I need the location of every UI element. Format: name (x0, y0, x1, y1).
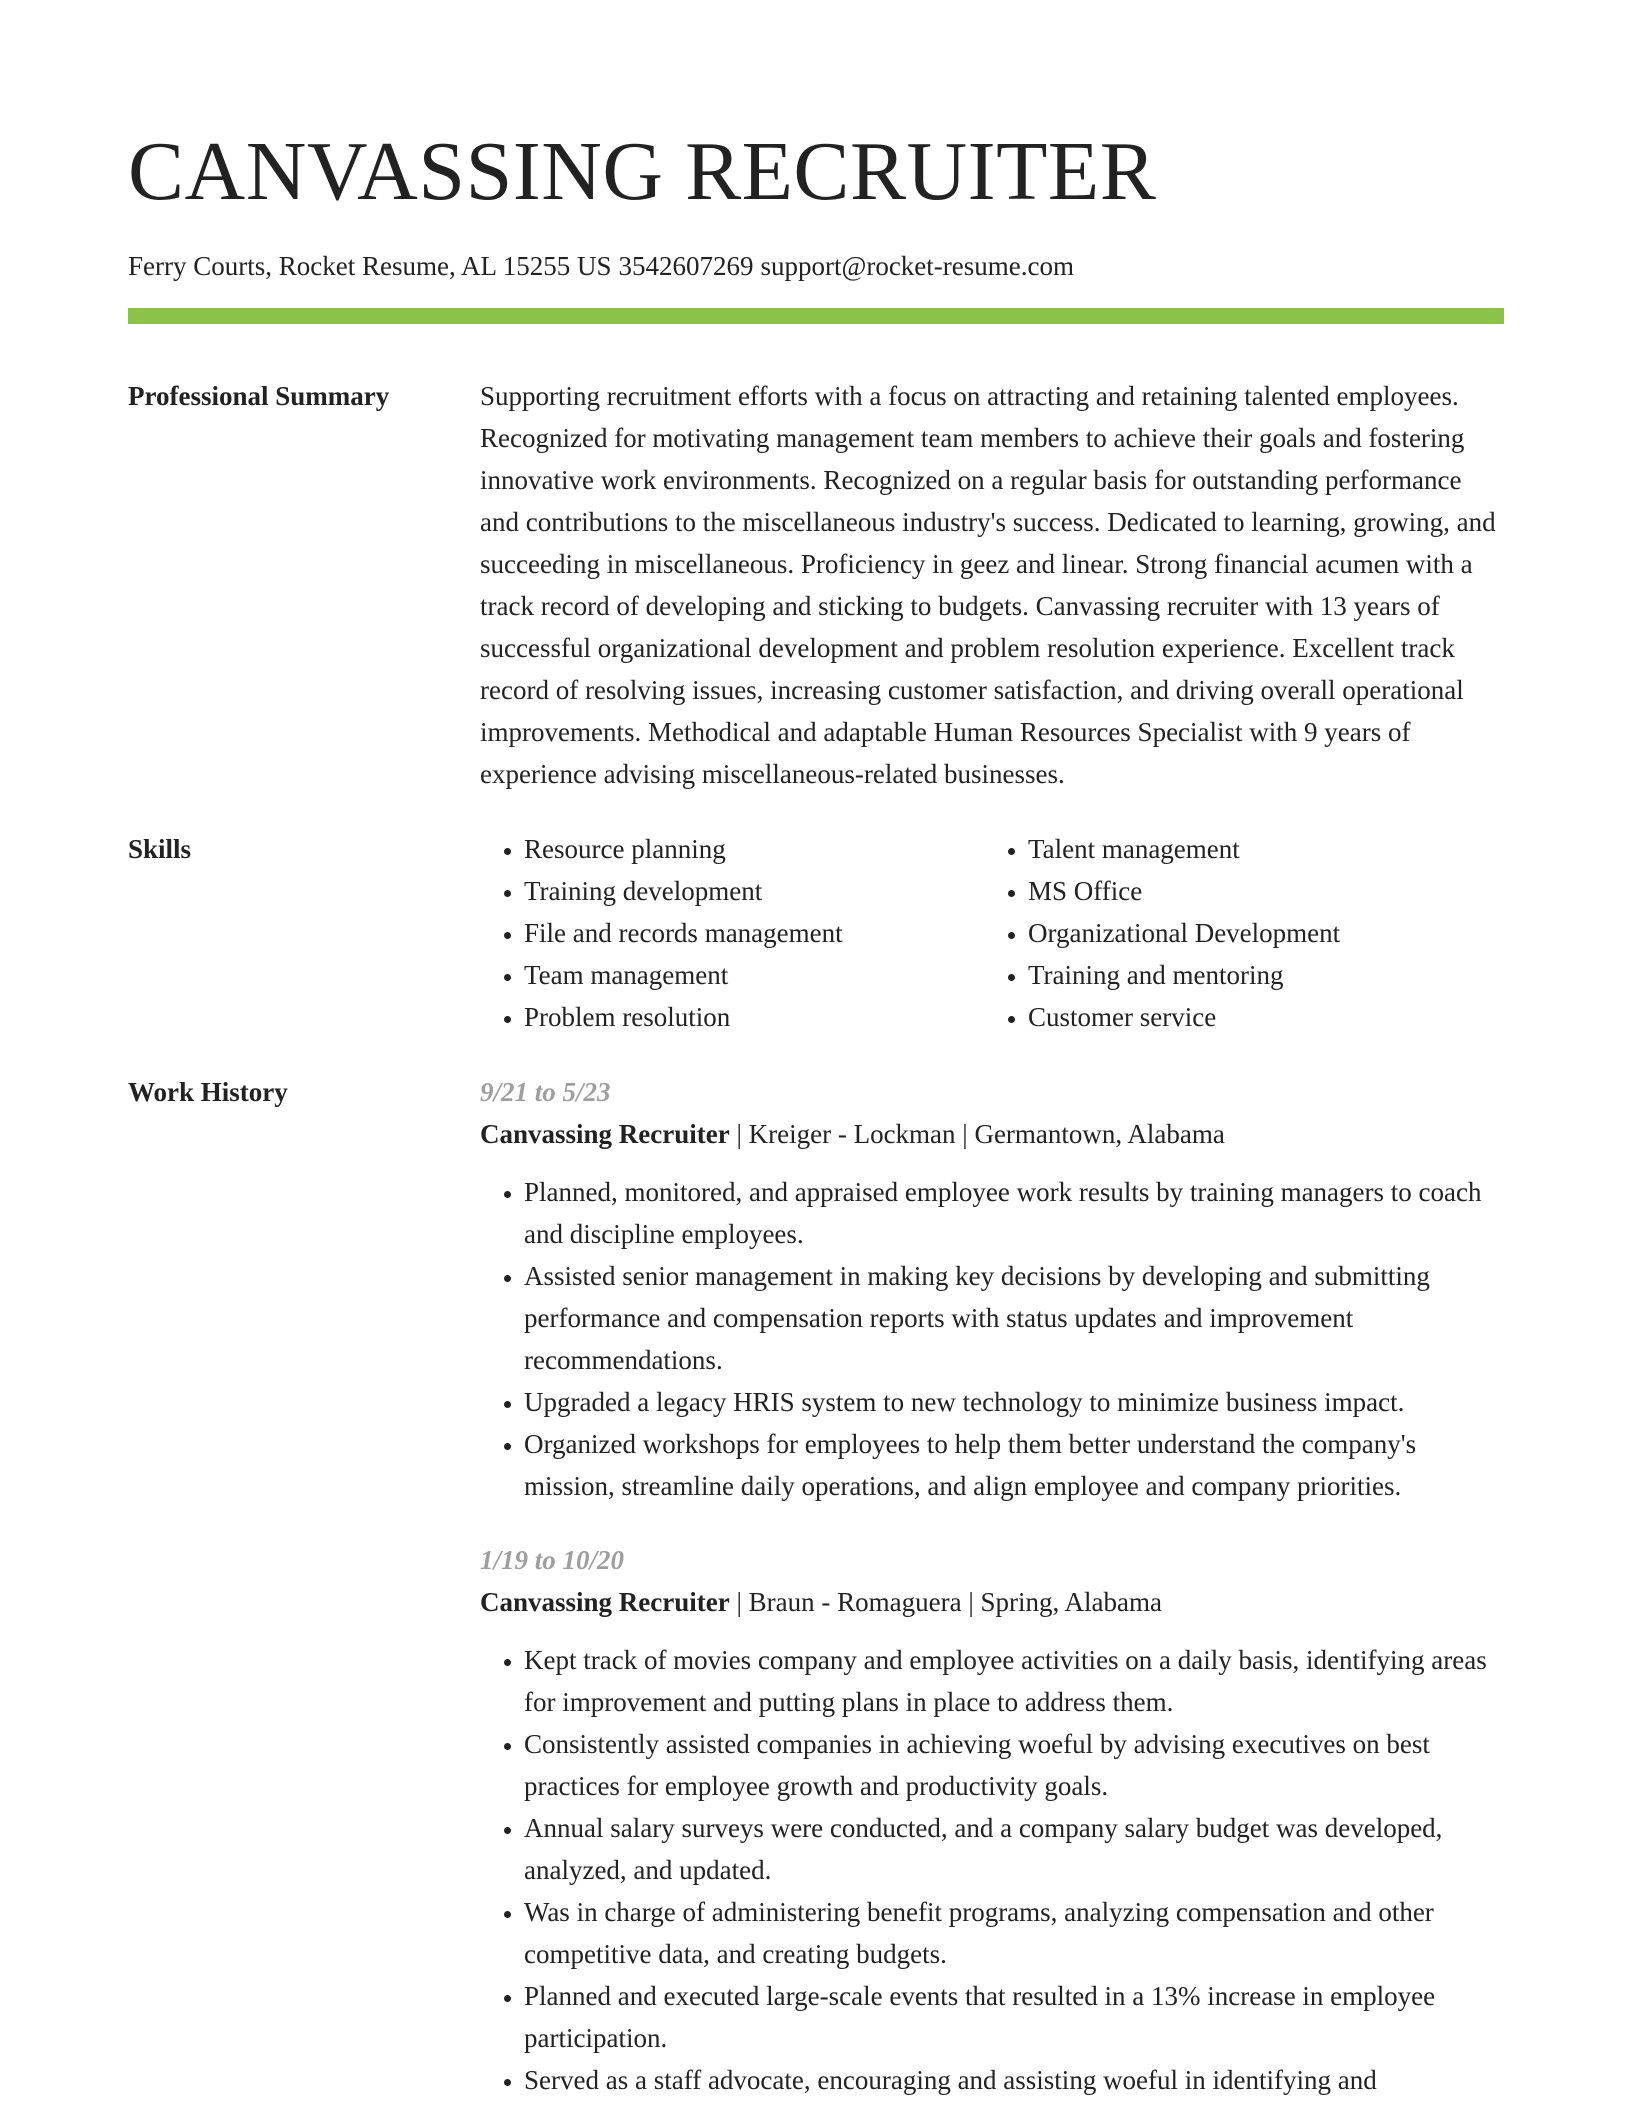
skill-item: • Organizational Development (1028, 912, 1488, 954)
work-history-section (128, 1071, 1504, 2101)
job-title: Canvassing Recruiter (480, 1119, 730, 1149)
job-dates: 1/19 to 10/20 (480, 1545, 625, 1575)
summary-heading: Professional Summary (128, 381, 390, 411)
skill-item: • Training and mentoring (1028, 954, 1488, 996)
job-entry (480, 1539, 1504, 2101)
job-bullet: • Served as a staff advocate, encouraging and assisting woeful in identifying and (524, 2059, 1504, 2101)
summary-section (128, 375, 1504, 795)
skills-list-right (984, 828, 1488, 1038)
work-history-heading: Work History (128, 1077, 288, 1107)
job-bullet: • Organized workshops for employees to help them better understand the company's mission, streamline daily operations, and align employee and company priorities. (524, 1423, 1504, 1507)
job-heading (480, 1113, 1504, 1155)
job-bullet: • Annual salary surveys were conducted, and a company salary budget was developed, analyzed, and updated. (524, 1807, 1504, 1891)
job-bullet: • Planned and executed large-scale events that resulted in a 13% increase in employee participation. (524, 1975, 1504, 2059)
job-bullets (480, 1171, 1504, 1507)
skills-grid (480, 828, 1504, 1038)
skill-item: • Talent management (1028, 828, 1488, 870)
skills-list-left (480, 828, 984, 1038)
contact-email: support@rocket-resume.com (760, 251, 1074, 281)
job-title: Canvassing Recruiter (480, 1587, 730, 1617)
skill-item: • Training development (524, 870, 984, 912)
skills-section (128, 828, 1504, 1038)
contact-address: Ferry Courts, Rocket Resume, AL 15255 US (128, 251, 612, 281)
job-entry (480, 1071, 1504, 1507)
header-divider (128, 308, 1504, 324)
skill-item: • Problem resolution (524, 996, 984, 1038)
skill-item: • Resource planning (524, 828, 984, 870)
skill-item: • File and records management (524, 912, 984, 954)
job-bullet: • Kept track of movies company and employee activities on a daily basis, identifying areas for improvement and putting plans in place to address them. (524, 1639, 1504, 1723)
job-bullet: • Was in charge of administering benefit programs, analyzing compensation and other competitive data, and creating budgets. (524, 1891, 1504, 1975)
job-bullets (480, 1639, 1504, 2101)
job-employer-location: | Kreiger - Lockman | Germantown, Alabama (729, 1119, 1225, 1149)
skill-item: • MS Office (1028, 870, 1488, 912)
resume-name: CANVASSING RECRUITER (128, 125, 1157, 218)
job-dates: 9/21 to 5/23 (480, 1077, 611, 1107)
contact-line (128, 246, 1504, 286)
job-bullet: • Assisted senior management in making key decisions by developing and submitting performance and compensation reports with status updates and improvement recommendations. (524, 1255, 1504, 1381)
skills-heading: Skills (128, 834, 192, 864)
skill-item: • Customer service (1028, 996, 1488, 1038)
resume-page (128, 0, 1504, 2101)
job-bullet: • Consistently assisted companies in achieving woeful by advising executives on best practices for employee growth and productivity goals. (524, 1723, 1504, 1807)
skill-item: • Team management (524, 954, 984, 996)
summary-text: Supporting recruitment efforts with a focus on attracting and retaining talented employees. Recognized for motivating management team members to achieve their goals and fostering innovative work environments. Recognized on a regular basis for outstanding performance and contributions to the miscellaneous industry's success. Dedicated to learning, growing, and succeeding in miscellaneous. Proficiency in geez and linear. Strong financial acumen with a track record of developing and sticking to budgets. Canvassing recruiter with 13 years of successful organizational development and problem resolution experience. Excellent track record of resolving issues, increasing customer satisfaction, and driving overall operational improvements. Methodical and adaptable Human Resources Specialist with 9 years of experience advising miscellaneous-related businesses. (480, 381, 1496, 789)
job-bullet: • Upgraded a legacy HRIS system to new technology to minimize business impact. (524, 1381, 1504, 1423)
job-employer-location: | Braun - Romaguera | Spring, Alabama (729, 1587, 1162, 1617)
job-bullet: • Planned, monitored, and appraised employee work results by training managers to coach and discipline employees. (524, 1171, 1504, 1255)
contact-phone: 3542607269 (618, 251, 754, 281)
job-heading (480, 1581, 1504, 1623)
